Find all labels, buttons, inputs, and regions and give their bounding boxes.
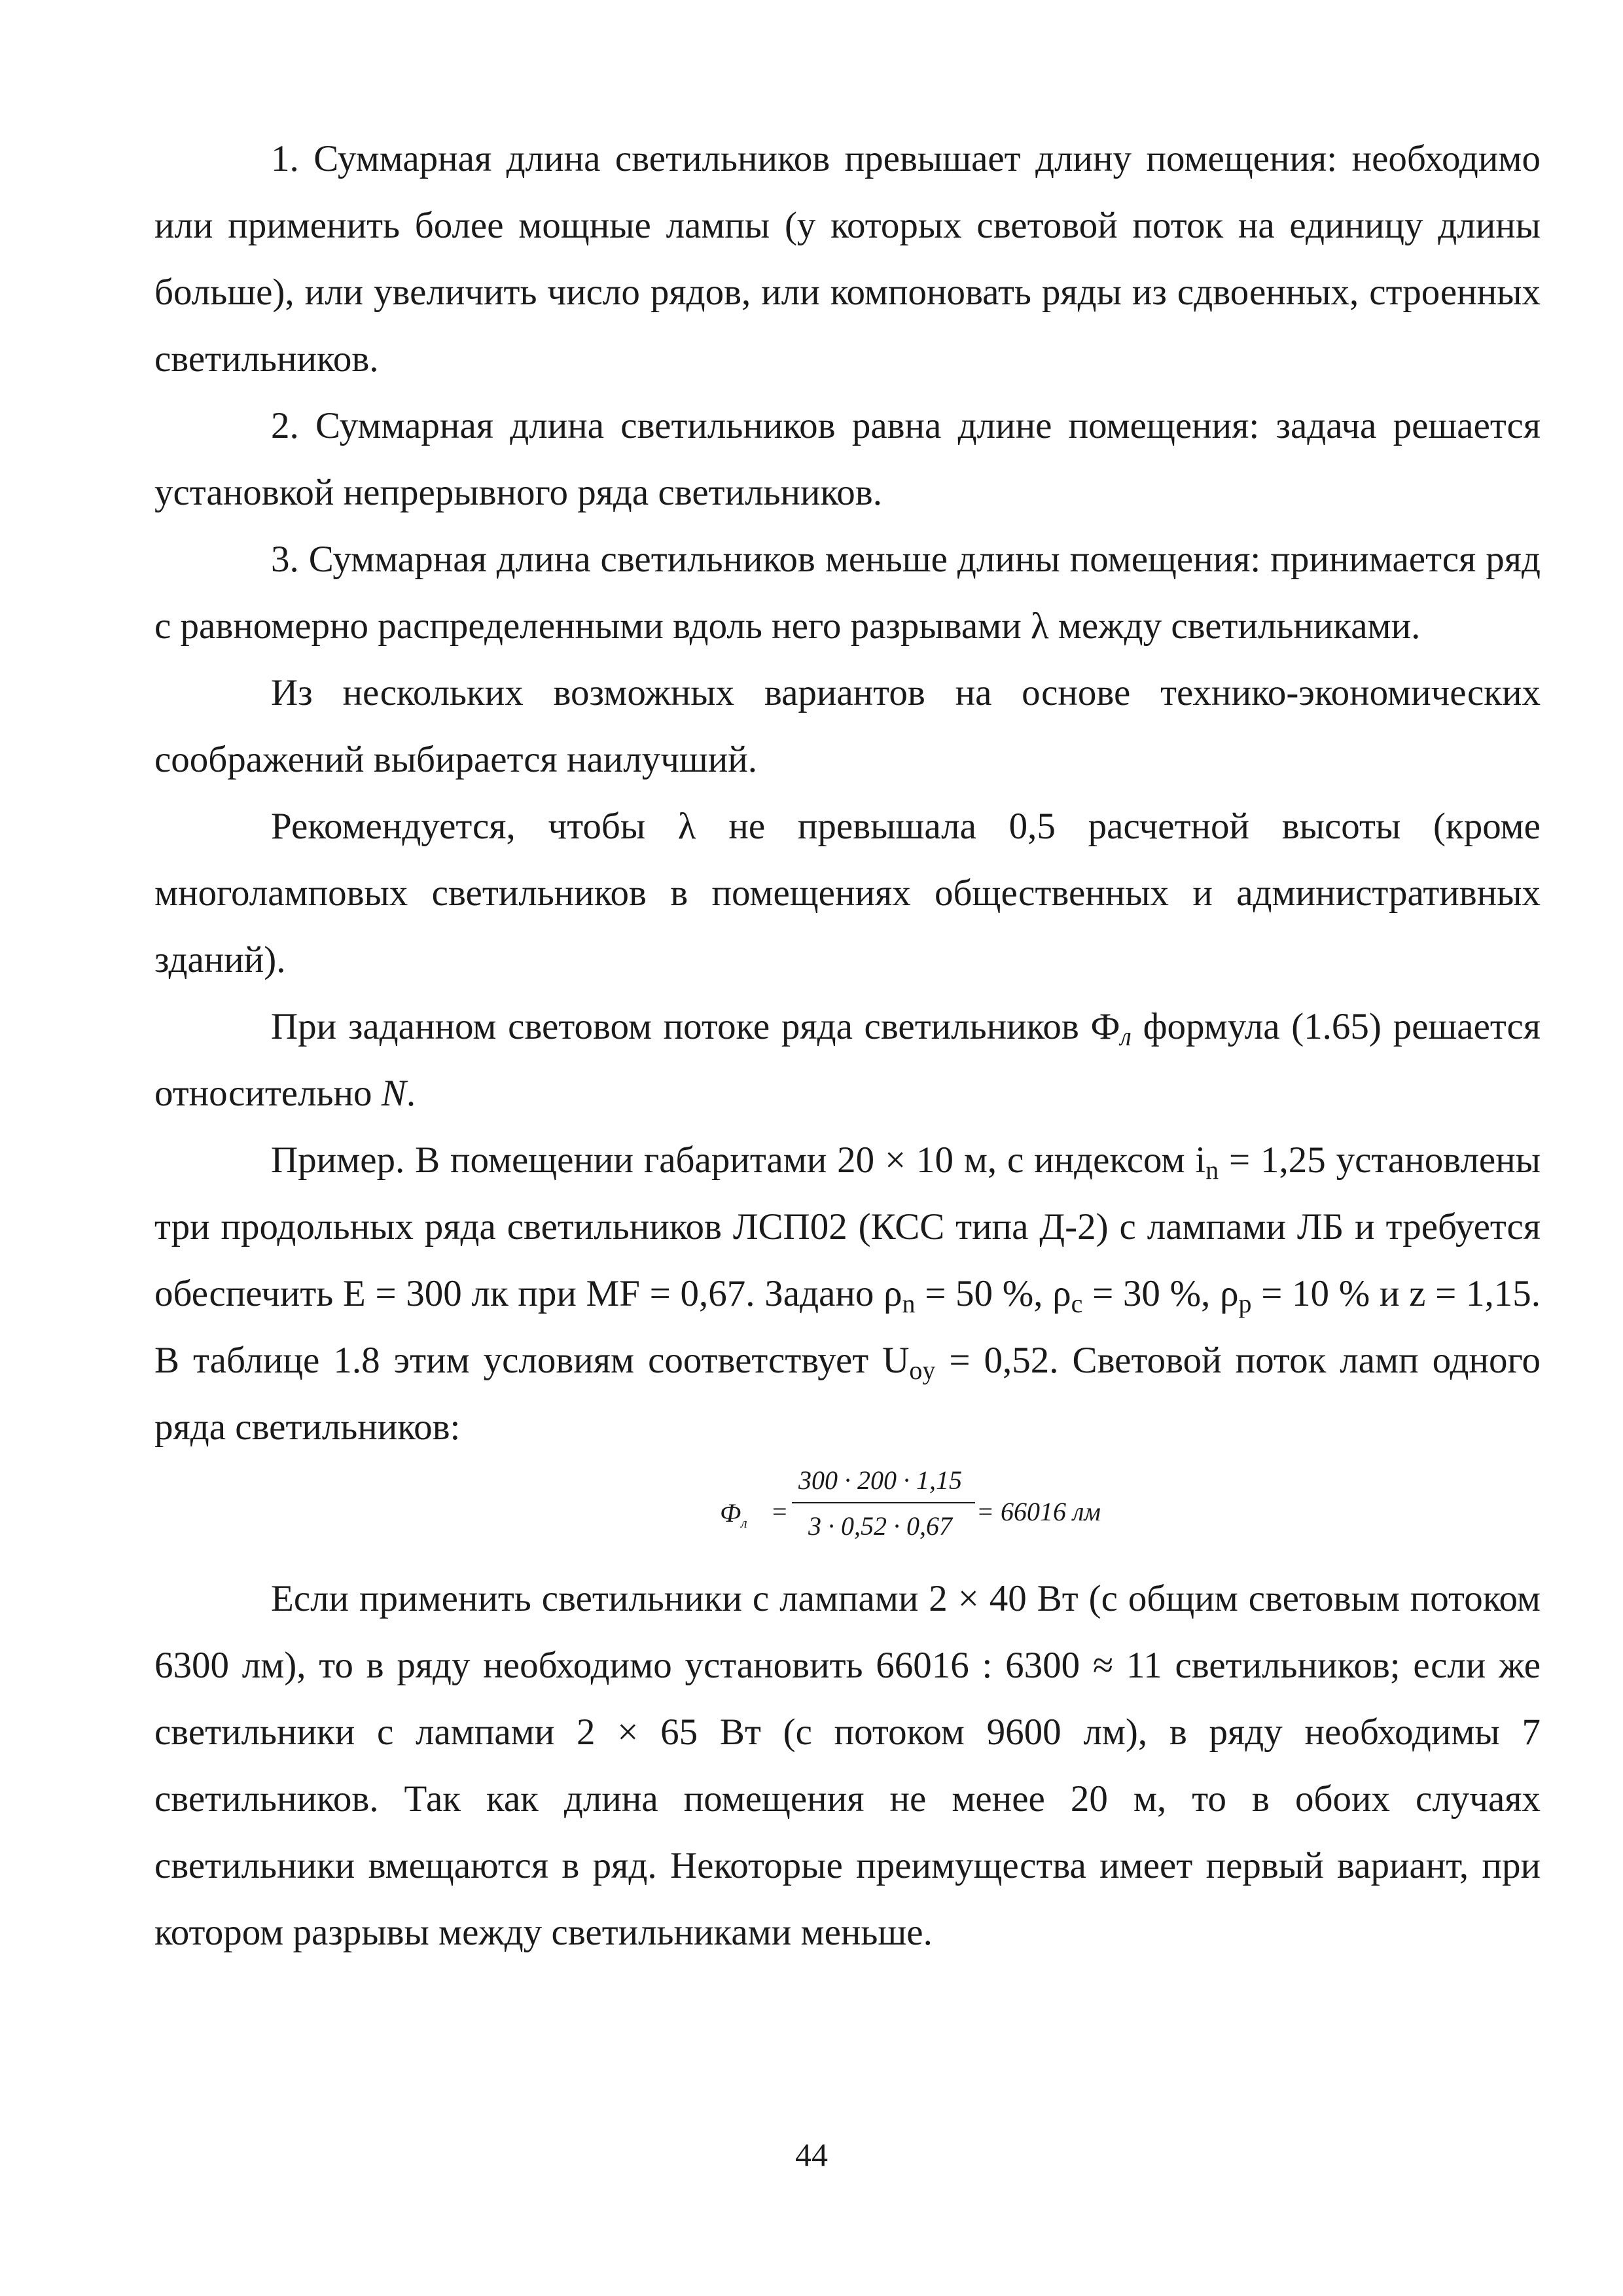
formula-lhs — [720, 1498, 747, 1532]
flux-variable: N — [381, 1073, 406, 1114]
paragraph-flux — [154, 994, 1541, 1127]
paragraph-2: 2. Суммарная длина светильников равна длине помещения: задача решается установкой непрерывного ряда светильников. — [154, 405, 1541, 513]
formula-lhs-symbol: Ф — [720, 1498, 741, 1528]
example-text-4: = 30 %, ρ — [1082, 1273, 1239, 1314]
example-text-3: = 50 %, ρ — [915, 1273, 1071, 1314]
paragraph-1: 1. Суммарная длина светильников превышает длину помещения: необходимо или применить более мощные лампы (у которых световой поток на единицу длины больше), или увеличить число рядов, или компоновать ряды из сдвоенных, строенных светильников. — [154, 138, 1541, 380]
formula-denominator: 3 · 0,52 · 0,67 — [808, 1511, 952, 1541]
example-text-2: = 1,25 установлены три продольных ряда светильников ЛСП02 (КСС типа Д-2) с лампами ЛБ и требуется обеспечить E = 300 лк при MF = 0,67. Задано ρ — [154, 1139, 1541, 1314]
example-sub-rho-c: c — [1071, 1288, 1083, 1318]
flux-text-after: формула (1.65) решается относительно — [154, 1006, 1541, 1114]
paragraph-5: Рекомендуется, чтобы λ не превышала 0,5 расчетной высоты (кроме многоламповых светильников в помещениях общественных и административных зданий). — [154, 806, 1541, 980]
example-text-6: = 0,52. Световой поток ламп одного ряда светильников: — [154, 1340, 1541, 1448]
example-sub-u: oy — [909, 1355, 936, 1385]
formula-fraction-bar — [792, 1502, 975, 1503]
body-text — [154, 126, 1541, 1461]
body-text-continued — [154, 1566, 1541, 1966]
paragraph-last: Если применить светильники с лампами 2 × 40 Вт (с общим световым потоком 6300 лм), то в ряду необходимо установить 66016 : 6300 ≈ 11 светильников; если же светильники с лампами 2 × 65 Вт (с потоком 9600 лм), в ряду необходимы 7 светильников. Так как длина помещения не менее 20 м, то в обоих случаях светильники вмещаются в ряд. Некоторые преимущества имеет первый вариант, при котором разрывы между светильниками меньше. — [154, 1578, 1541, 1953]
flux-subscript: л — [1120, 1021, 1132, 1051]
formula-numerator: 300 · 200 · 1,15 — [798, 1465, 962, 1495]
paragraph-example — [154, 1127, 1541, 1461]
formula-equals: = — [772, 1497, 787, 1526]
example-sub-rho-p: p — [1238, 1288, 1252, 1318]
formula-block — [0, 1465, 1623, 1563]
paragraph-4: Из нескольких возможных вариантов на основе технико-экономических соображений выбирается наилучший. — [154, 672, 1541, 780]
page-number: 44 — [795, 2136, 828, 2173]
example-text-5: = 10 % и z = 1,15. В таблице 1.8 этим условиям соответствует U — [154, 1273, 1541, 1381]
example-text-1: Пример. В помещении габаритами 20 × 10 м, с индексом i — [271, 1139, 1206, 1181]
example-sub-index: n — [1205, 1155, 1219, 1185]
formula-lhs-subscript: л — [741, 1515, 747, 1531]
paragraph-3: 3. Суммарная длина светильников меньше длины помещения: принимается ряд с равномерно распределенными вдоль него разрывами λ между светильниками. — [154, 539, 1541, 647]
formula-result: = 66016 лм — [976, 1497, 1101, 1526]
flux-text-before: При заданном световом потоке ряда светильников Ф — [271, 1006, 1120, 1047]
example-sub-rho-n: n — [902, 1288, 916, 1318]
flux-text-end: . — [406, 1073, 416, 1114]
